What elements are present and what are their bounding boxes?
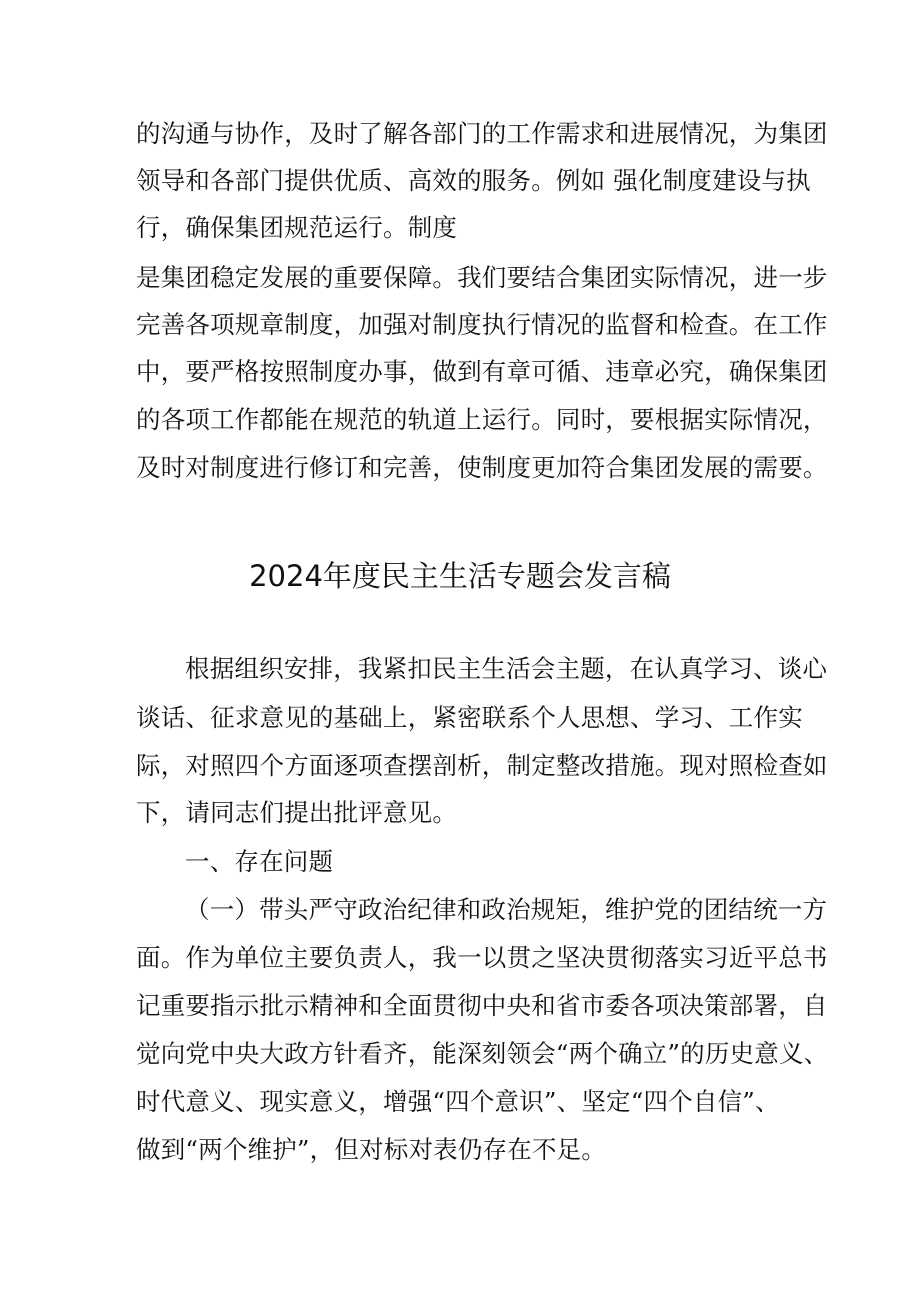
text-line: 谈话、征求意见的基础上，紧密联系个人思想、学习、工作实 xyxy=(136,703,803,732)
text-line: 行，确保集团规范运行。制度 xyxy=(136,213,458,242)
subsection-heading: （一）带头严守政治纪律和政治规矩，维护党的团结统一方 xyxy=(185,895,828,924)
text-line: 的各项工作都能在规范的轨道上运行。同时，要根据实际情况， xyxy=(136,405,828,434)
text-line: 中，要严格按照制度办事，做到有章可循、违章必究，确保集团 xyxy=(136,357,828,386)
text-line: 根据组织安排，我紧扣民主生活会主题，在认真学习、谈心 xyxy=(185,654,828,683)
text-line: 的沟通与协作，及时了解各部门的工作需求和进展情况，为集团 xyxy=(136,119,828,148)
text-line: 时代意义、现实意义，增强“四个意识”、坚定“四个自信”、 xyxy=(136,1087,780,1116)
text-line: 完善各项规章制度，加强对制度执行情况的监督和检查。在工作 xyxy=(136,310,828,339)
text-line: 面。作为单位主要负责人，我一以贯之坚决贯彻落实习近平总书 xyxy=(136,943,828,972)
text-line: 是集团稳定发展的重要保障。我们要结合集团实际情况，进一步 xyxy=(136,263,828,292)
text-line: 及时对制度进行修订和完善，使制度更加符合集团发展的需要。 xyxy=(136,453,828,482)
text-line: 记重要指示批示精神和全面贯彻中央和省市委各项决策部署，自 xyxy=(136,991,828,1020)
section-heading: 一、存在问题 xyxy=(185,847,334,876)
text-line: 做到“两个维护”，但对标对表仍存在不足。 xyxy=(136,1135,607,1164)
text-line: 际，对照四个方面逐项查摆剖析，制定整改措施。现对照检查如 xyxy=(136,751,828,780)
document-title: 2024年度民主生活专题会发言稿 xyxy=(249,559,671,593)
text-line: 下，请同志们提出批评意见。 xyxy=(136,798,458,827)
text-line: 领导和各部门提供优质、高效的服务。例如 强化制度建设与执 xyxy=(136,166,811,195)
text-line: 觉向党中央大政方针看齐，能深刻领会“两个确立”的历史意义、 xyxy=(136,1039,829,1068)
